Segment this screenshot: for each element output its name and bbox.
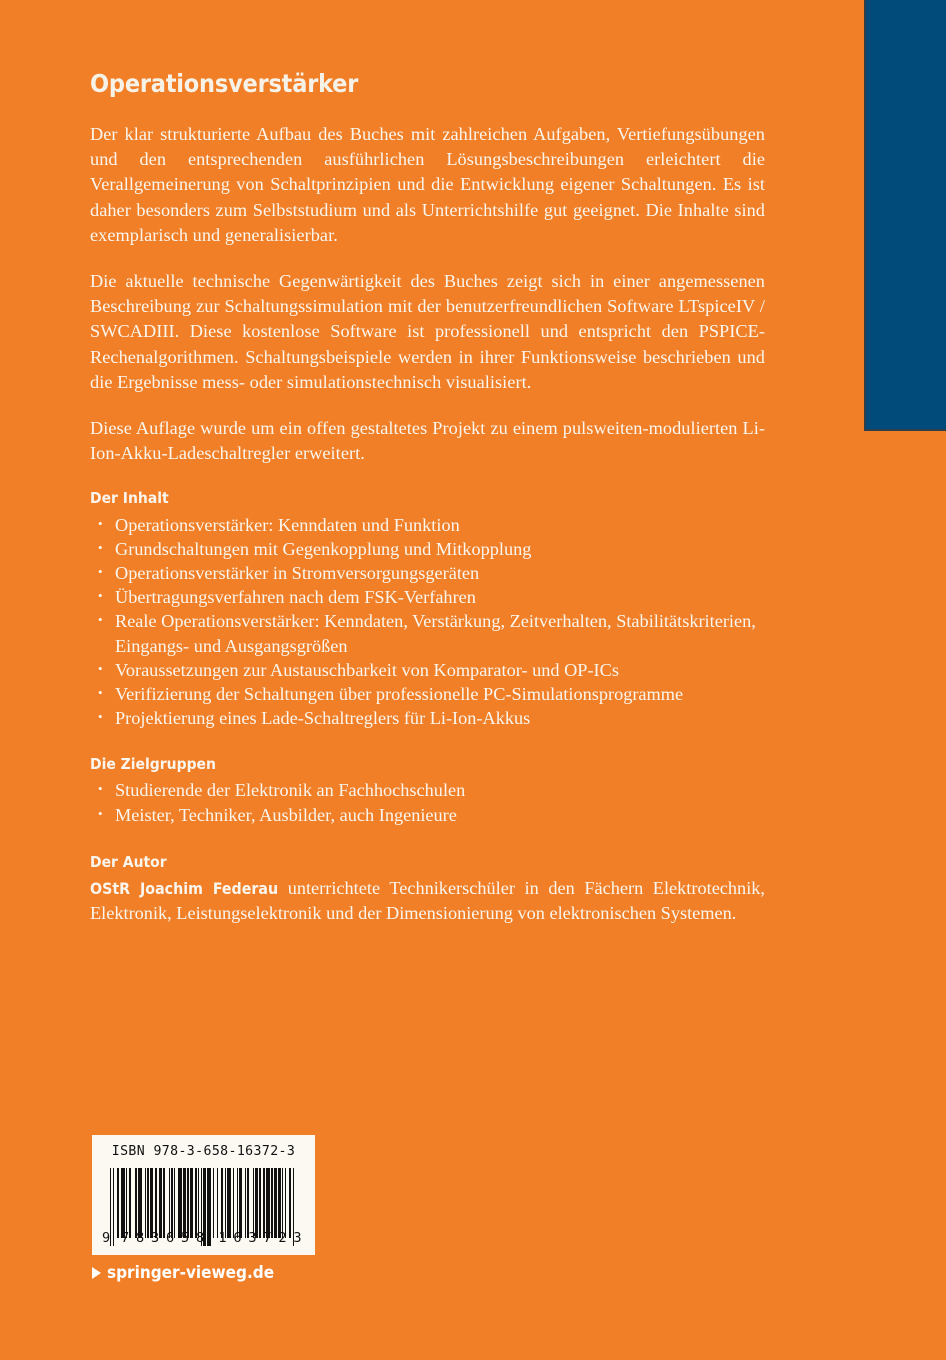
section-author bbox=[90, 852, 765, 927]
list-item: • Meister, Techniker, Ausbilder, auch Ingenieure bbox=[90, 803, 765, 827]
list-item: • Operationsverstärker: Kenndaten und Funktion bbox=[90, 513, 765, 537]
section-contents-heading: Der Inhalt bbox=[90, 489, 169, 508]
page-title: Operationsverstärker bbox=[90, 69, 359, 98]
publisher-domain: springer-vieweg.de bbox=[107, 1263, 275, 1283]
list-item: • Grundschaltungen mit Gegenkopplung und Mitkopplung bbox=[90, 537, 765, 561]
author-bio bbox=[90, 876, 765, 927]
ean-group-right: 1 6 3 7 2 3 bbox=[218, 1230, 302, 1246]
description-paragraph-3: Diese Auflage wurde um ein offen gestaltetes Projekt zu einem pulsweiten-modulierten Li-Ion-Akku-Ladeschaltregler erweitert. bbox=[90, 417, 765, 463]
ean-lead-digit: 9 bbox=[102, 1230, 111, 1246]
ean-group-left: 7 8 3 6 5 8 bbox=[121, 1230, 205, 1246]
triangle-right-icon bbox=[92, 1267, 101, 1279]
ean-digits bbox=[100, 1230, 307, 1246]
list-item: • Operationsverstärker in Stromversorgungsgeräten bbox=[90, 561, 765, 585]
section-target-groups-heading: Die Zielgruppen bbox=[90, 755, 216, 774]
section-contents bbox=[90, 488, 765, 730]
list-item: • Projektierung eines Lade-Schaltreglers für Li-Ion-Akkus bbox=[90, 706, 765, 730]
isbn-barcode bbox=[92, 1135, 315, 1255]
target-groups-list bbox=[90, 778, 765, 826]
barcode-bars bbox=[110, 1168, 298, 1238]
cover-content bbox=[90, 70, 765, 927]
description-paragraph-1: Der klar strukturierte Aufbau des Buches mit zahlreichen Aufgaben, Vertiefungsübungen und den entsprechenden ausführlichen Lösungsbeschreibungen erleichtert die Verallgemeinerung von Schaltprinzipien und die Entwicklung eigener Schaltungen. Es ist daher besonders zum Selbststudium und als Unterrichtshilfe gut geeignet. Die Inhalte sind exemplarisch und generalisierbar. bbox=[90, 123, 765, 246]
blue-accent-block bbox=[864, 0, 946, 431]
list-item: • Studierende der Elektronik an Fachhochschulen bbox=[90, 778, 765, 802]
isbn-label: ISBN 978-3-658-16372-3 bbox=[111, 1144, 296, 1159]
description-paragraph-2: Die aktuelle technische Gegenwärtigkeit des Buches zeigt sich in einer angemessenen Beschreibung zur Schaltungssimulation mit der benutzerfreundlichen Software LTspiceIV / SWCADIII. Diese kostenlose Software ist professionell und entspricht den PSPICE-Rechenalgorithmen. Schaltungsbeispiele werden in ihrer Funktionsweise beschrieben und die Ergebnisse mess- oder simulationstechnisch visualisiert. bbox=[90, 270, 765, 393]
publisher-link[interactable] bbox=[92, 1263, 274, 1283]
author-name: OStR Joachim Federau bbox=[90, 879, 279, 899]
author-bio-text: unterrichtete Technikerschüler in den Fächern Elektrotechnik, Elektronik, Leistungselektronik und der Dimensionierung von elektronischen Systemen. bbox=[90, 878, 765, 924]
list-item: • Voraussetzungen zur Austauschbarkeit von Komparator- und OP-ICs bbox=[90, 658, 765, 682]
list-item: • Verifizierung der Schaltungen über professionelle PC-Simulationsprogramme bbox=[90, 682, 765, 706]
contents-list bbox=[90, 513, 765, 731]
list-item: • Übertragungsverfahren nach dem FSK-Verfahren bbox=[90, 585, 765, 609]
list-item: • Reale Operationsverstärker: Kenndaten, Verstärkung, Zeitverhalten, Stabilitätskriterien, Eingangs- und Ausgangsgrößen bbox=[90, 609, 765, 657]
section-author-heading: Der Autor bbox=[90, 852, 167, 871]
section-target-groups bbox=[90, 754, 765, 827]
